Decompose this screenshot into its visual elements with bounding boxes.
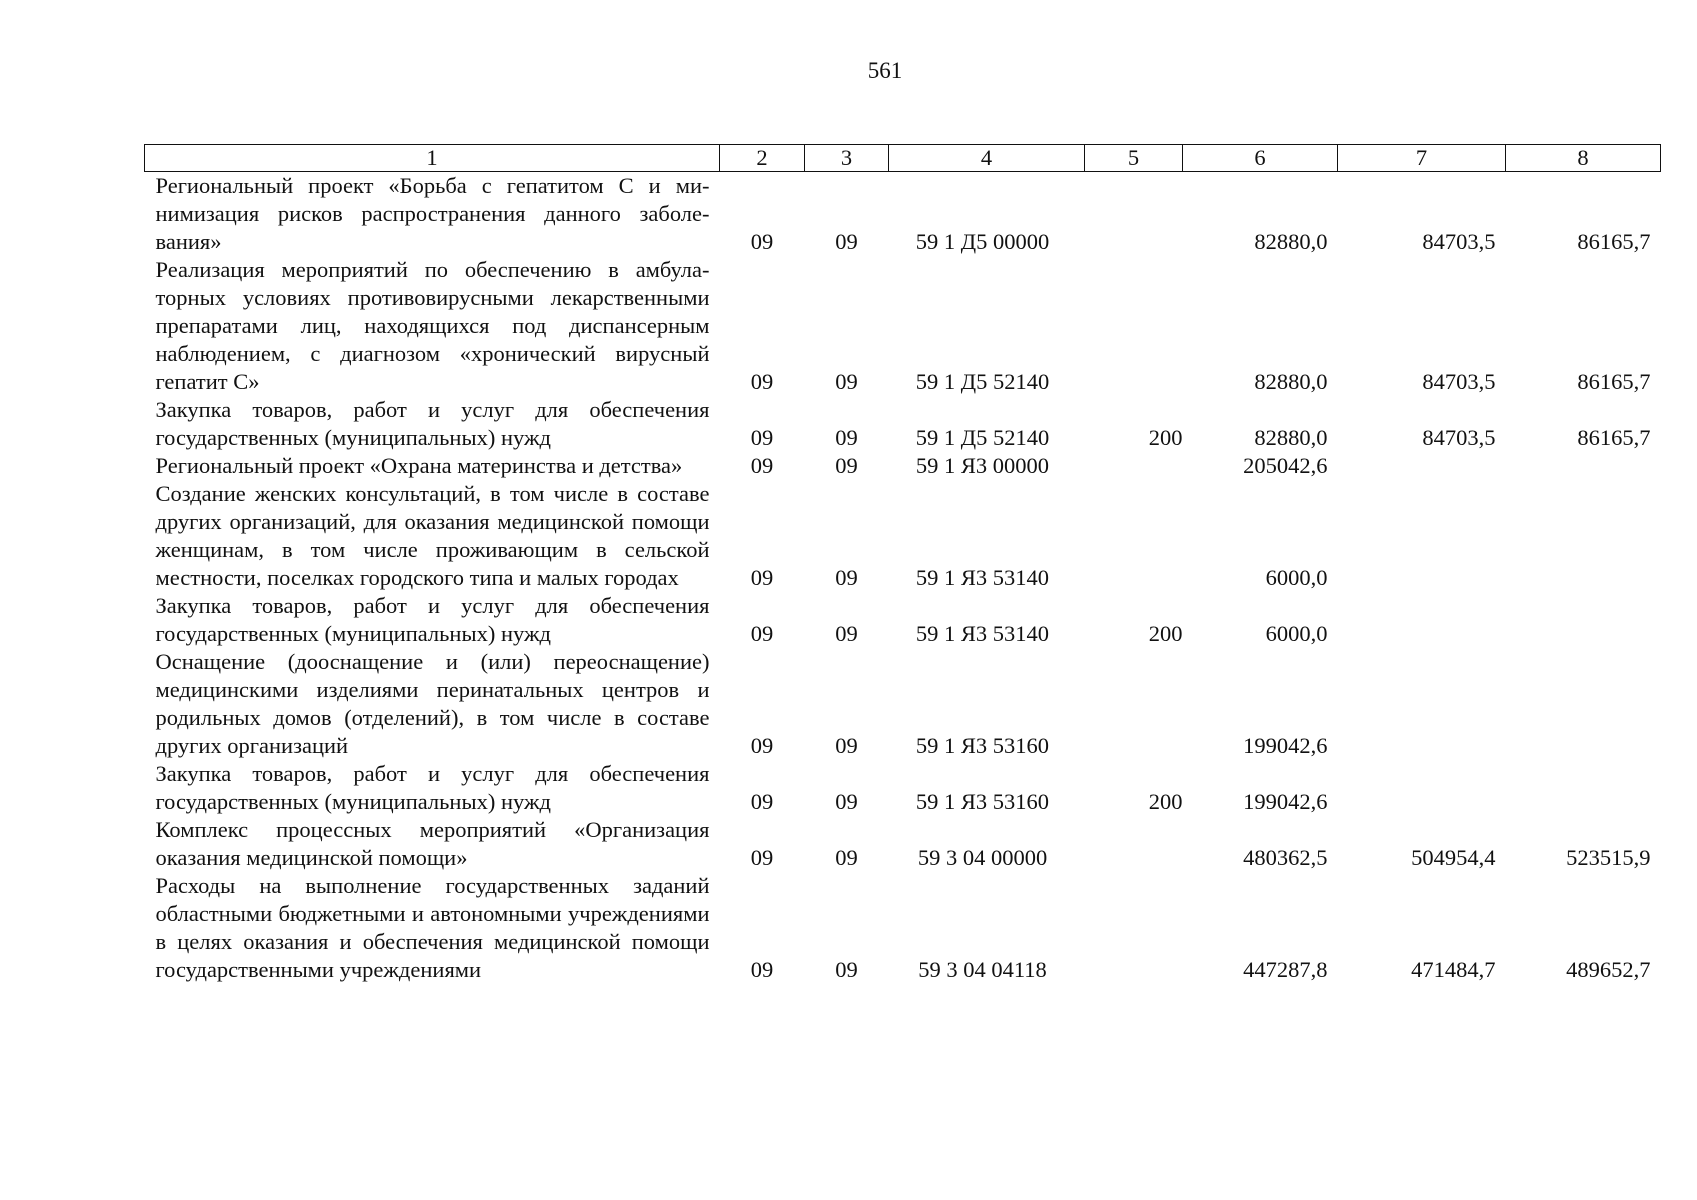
subsection-code: 09: [835, 565, 858, 590]
column-header: 6: [1183, 145, 1338, 172]
row-description: Региональный проект «Борьба с гепатитом С и минимизация рисков распространения данного заболевания»: [155, 173, 710, 254]
table-row: [145, 396, 1661, 452]
amount-year-2: [1338, 592, 1506, 648]
expense-type-code: [1085, 480, 1183, 592]
row-description: Расходы на выполнение государственных заданий областными бюджетными и автономными учреждениями в целях оказания и обеспечения медицинской помощи государственными учреждениями: [155, 873, 710, 982]
target-article-code: 59 1 Я3 53160: [915, 789, 1050, 814]
amount-year-2: [1338, 452, 1506, 480]
column-header: 4: [889, 145, 1085, 172]
column-header: 7: [1338, 145, 1506, 172]
target-article-code: 59 1 Д5 52140: [915, 369, 1050, 394]
subsection-code: 09: [835, 453, 858, 478]
column-header: 8: [1506, 145, 1661, 172]
table-row: [145, 872, 1661, 984]
amount-year-1: 447287,8: [1243, 957, 1328, 982]
row-description: Региональный проект «Охрана материнства и детства»: [155, 453, 683, 478]
subsection-code: 09: [835, 957, 858, 982]
table-row: [145, 452, 1661, 480]
expense-type-code: 200: [1148, 621, 1183, 646]
subsection-code: 09: [835, 425, 858, 450]
budget-table: [144, 144, 1661, 984]
section-code: 09: [750, 733, 774, 758]
row-description: Закупка товаров, работ и услуг для обеспечения государственных (муниципальных) нужд: [155, 397, 710, 450]
target-article-code: 59 1 Я3 53140: [915, 565, 1050, 590]
row-description: Закупка товаров, работ и услуг для обеспечения государственных (муниципальных) нужд: [155, 593, 710, 646]
amount-year-1: 6000,0: [1265, 621, 1328, 646]
row-description: Комплекс процессных мероприятий «Организация оказания медицинской помощи»: [155, 817, 710, 870]
section-code: 09: [750, 425, 774, 450]
amount-year-3: 489652,7: [1566, 957, 1651, 982]
amount-year-3: 86165,7: [1577, 229, 1651, 254]
amount-year-3: [1506, 760, 1661, 816]
table-row: [145, 816, 1661, 872]
amount-year-1: 82880,0: [1254, 425, 1328, 450]
header-row: [145, 145, 1661, 172]
amount-year-2: 504954,4: [1411, 845, 1496, 870]
amount-year-3: [1506, 592, 1661, 648]
table-row: [145, 648, 1661, 760]
amount-year-2: 84703,5: [1422, 369, 1496, 394]
amount-year-2: [1338, 648, 1506, 760]
amount-year-2: 84703,5: [1422, 229, 1496, 254]
target-article-code: 59 1 Я3 53140: [915, 621, 1050, 646]
amount-year-1: 199042,6: [1243, 733, 1328, 758]
table-row: [145, 256, 1661, 396]
section-code: 09: [750, 229, 774, 254]
section-code: 09: [750, 621, 774, 646]
amount-year-3: 523515,9: [1566, 845, 1651, 870]
expense-type-code: [1085, 648, 1183, 760]
expense-type-code: [1085, 172, 1183, 257]
target-article-code: 59 3 04 04118: [918, 957, 1047, 982]
target-article-code: 59 1 Я3 53160: [915, 733, 1050, 758]
expense-type-code: [1085, 452, 1183, 480]
section-code: 09: [750, 957, 774, 982]
row-description: Создание женских консультаций, в том числе в составе других организаций, для оказания медицинской помощи женщинам, в том числе проживающим в сельской местности, поселках городского типа и малых городах: [155, 481, 710, 590]
section-code: 09: [750, 369, 774, 394]
table-body: [145, 172, 1661, 985]
target-article-code: 59 1 Я3 00000: [915, 453, 1050, 478]
column-header: 5: [1085, 145, 1183, 172]
amount-year-1: 199042,6: [1243, 789, 1328, 814]
expense-type-code: [1085, 872, 1183, 984]
row-description: Оснащение (дооснащение и (или) переоснащение) медицинскими изделиями перинатальных центров и родильных домов (отделений), в том числе в составе других организаций: [155, 649, 710, 758]
amount-year-1: 82880,0: [1254, 369, 1328, 394]
expense-type-code: [1085, 816, 1183, 872]
expense-type-code: 200: [1148, 789, 1183, 814]
amount-year-3: [1506, 480, 1661, 592]
amount-year-3: [1506, 648, 1661, 760]
table-header: [145, 145, 1661, 172]
subsection-code: 09: [835, 369, 858, 394]
subsection-code: 09: [835, 789, 858, 814]
section-code: 09: [750, 565, 774, 590]
expense-type-code: 200: [1148, 425, 1183, 450]
column-header: 1: [145, 145, 720, 172]
amount-year-1: 82880,0: [1254, 229, 1328, 254]
target-article-code: 59 1 Д5 52140: [915, 425, 1050, 450]
amount-year-3: 86165,7: [1577, 425, 1651, 450]
subsection-code: 09: [835, 733, 858, 758]
amount-year-1: 205042,6: [1243, 453, 1328, 478]
table-row: [145, 480, 1661, 592]
subsection-code: 09: [835, 621, 858, 646]
amount-year-2: 471484,7: [1411, 957, 1496, 982]
table-row: [145, 592, 1661, 648]
subsection-code: 09: [835, 229, 858, 254]
page-number: 561: [867, 58, 903, 83]
amount-year-2: [1338, 480, 1506, 592]
expense-type-code: [1085, 256, 1183, 396]
amount-year-2: 84703,5: [1422, 425, 1496, 450]
section-code: 09: [750, 453, 774, 478]
row-description: Закупка товаров, работ и услуг для обеспечения государственных (муниципальных) нужд: [155, 761, 710, 814]
row-description: Реализация мероприятий по обеспечению в амбулаторных условиях противовирусными лекарственными препаратами лиц, находящихся под диспансерным наблюдением, с диагнозом «хронический вирусный гепатит С»: [155, 257, 710, 394]
table-row: [145, 172, 1661, 257]
amount-year-2: [1338, 760, 1506, 816]
column-header: 3: [805, 145, 889, 172]
amount-year-1: 480362,5: [1243, 845, 1328, 870]
amount-year-1: 6000,0: [1265, 565, 1328, 590]
amount-year-3: [1506, 452, 1661, 480]
subsection-code: 09: [835, 845, 858, 870]
target-article-code: 59 3 04 00000: [917, 845, 1048, 870]
amount-year-3: 86165,7: [1577, 369, 1651, 394]
table-row: [145, 760, 1661, 816]
target-article-code: 59 1 Д5 00000: [915, 229, 1050, 254]
column-header: 2: [720, 145, 805, 172]
section-code: 09: [750, 789, 774, 814]
section-code: 09: [750, 845, 774, 870]
